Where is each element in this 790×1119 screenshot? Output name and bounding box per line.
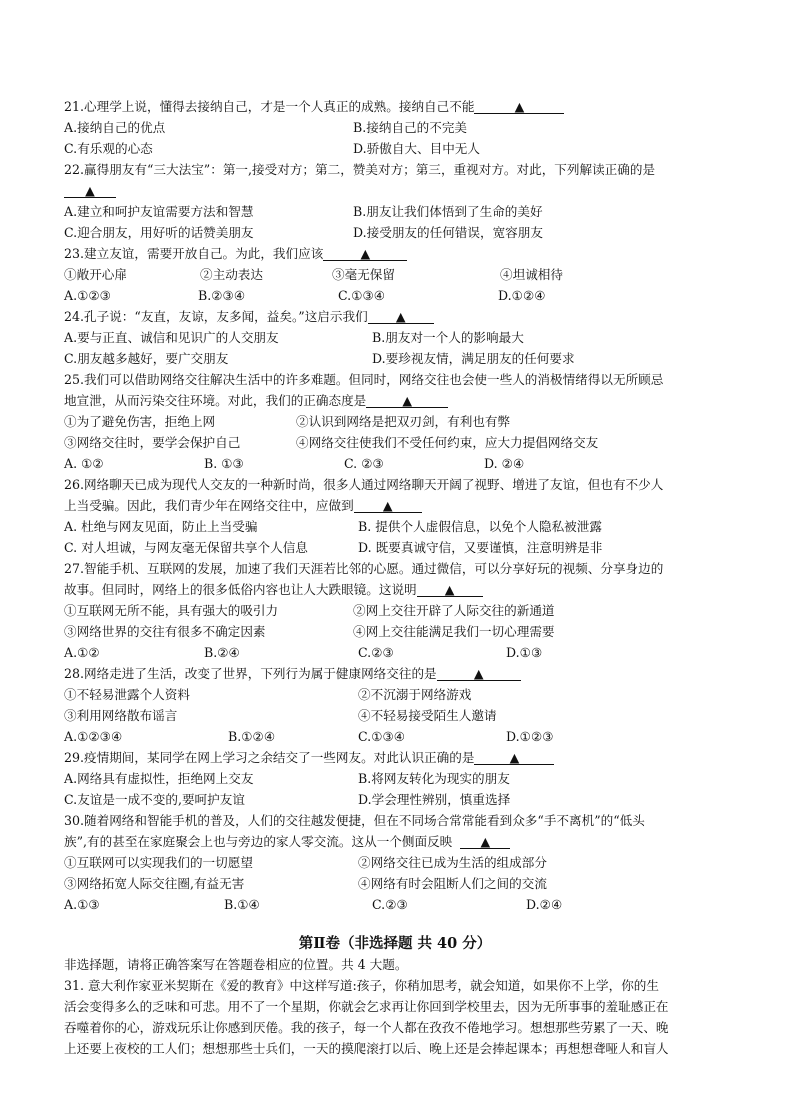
item-2: ②主动表达 (200, 267, 263, 282)
question-23 (64, 244, 407, 264)
question-31-line2: 活会变得多么的乏味和可悲。用不了一个星期，你就会乞求再让你回到学校里去，因为无所事事的羞耻感正在 (64, 999, 669, 1014)
item-1: ①互联网无所不能，具有强大的吸引力 (64, 603, 279, 618)
item-2: ②认识到网络是把双刃剑，有利也有弊 (296, 414, 511, 429)
question-31-line1: 31. 意大利作家亚米契斯在《爱的教育》中这样写道:孩子，你稍加思考，就会知道，如果你不上学，你的生 (64, 978, 659, 993)
option-d: D.②④ (526, 897, 563, 912)
question-21 (64, 97, 564, 117)
question-28 (64, 664, 521, 684)
question-stem-line2: 族”,有的甚至在家庭聚会上也与旁边的家人零交流。这从一个侧面反映 (64, 834, 453, 849)
option-c: C.①③④ (338, 288, 386, 303)
option-d: D. ②④ (484, 456, 525, 471)
option-d: D.骄傲自大、目中无人 (353, 141, 480, 156)
question-stem-line1: 25.我们可以借助网络交往解决生活中的许多难题。但同时，网络交往也会使一些人的消极情绪得以无所顾忌 (64, 372, 664, 387)
question-stem: 23.建立友谊，需要开放自己。为此，我们应该 (64, 246, 324, 261)
answer-blank: ▲ (474, 749, 554, 765)
question-27 (64, 559, 663, 579)
item-3: ③网络世界的交往有很多不确定因素 (64, 624, 266, 639)
question-25 (64, 370, 663, 390)
item-1: ①不轻易泄露个人资料 (64, 687, 190, 702)
q22-blank-line (64, 181, 116, 201)
option-c: C.有乐观的心态 (64, 141, 153, 156)
question-24 (64, 307, 434, 327)
question-stem: 28.网络走进了生活，改变了世界，下列行为属于健康网络交往的是 (64, 666, 437, 681)
item-4: ④网络有时会阻断人们之间的交流 (358, 876, 547, 891)
answer-blank: ▲ (474, 98, 564, 114)
option-a: A.①②③ (64, 288, 111, 303)
answer-blank: ▲ (64, 182, 116, 198)
option-d: D. 既要真诚守信，又要谨慎，注意明辨是非 (358, 540, 603, 555)
question-26 (64, 475, 663, 495)
question-22 (64, 160, 655, 180)
option-b: B. ①③ (204, 456, 244, 471)
answer-blank: ▲ (366, 392, 448, 408)
option-d: D.学会理性辨别，慎重选择 (358, 792, 511, 807)
option-c: C. ②③ (344, 456, 384, 471)
question-30 (64, 811, 645, 831)
answer-blank: ▲ (437, 665, 521, 681)
item-1: ①为了避免伤害，拒绝上网 (64, 414, 216, 429)
item-2: ②网上交往开辟了人际交往的新通道 (353, 603, 555, 618)
item-1: ①互联网可以实现我们的一切愿望 (64, 855, 253, 870)
question-stem: 29.疫情期间，某同学在网上学习之余结交了一些网友。对此认识正确的是 (64, 750, 475, 765)
option-b: B.①②④ (228, 729, 276, 744)
question-stem-line1: 27.智能手机、互联网的发展，加速了我们天涯若比邻的心愿。通过微信，可以分享好玩的视频、分享身边的 (64, 561, 664, 576)
option-b: B.朋友让我们体悟到了生命的美好 (353, 204, 543, 219)
option-a: A.网络具有虚拟性，拒绝网上交友 (64, 771, 254, 786)
item-3: ③网络拓宽人际交往圈,有益无害 (64, 876, 245, 891)
question-stem: 21.心理学上说，懂得去接纳自己，才是一个人真正的成熟。接纳自己不能 (64, 99, 475, 114)
question-stem-line2: 上当受骗。因此，我们青少年在网络交往中，应做到 (64, 498, 354, 513)
answer-blank: ▲ (417, 581, 483, 597)
item-3: ③利用网络散布谣言 (64, 708, 178, 723)
option-a: A.①② (64, 645, 100, 660)
option-a: A.①③ (64, 897, 100, 912)
item-4: ④坦诚相待 (500, 267, 563, 282)
item-1: ①敞开心扉 (64, 267, 127, 282)
option-b: B.①④ (224, 897, 260, 912)
answer-blank: ▲ (368, 308, 434, 324)
item-2: ②网络交往已成为生活的组成部分 (358, 855, 547, 870)
item-4: ④网上交往能满足我们一切心理需要 (353, 624, 555, 639)
answer-blank: ▲ (323, 245, 407, 261)
option-a: A. 杜绝与网友见面，防止上当受骗 (64, 519, 258, 534)
question-27-cont (64, 580, 483, 600)
answer-blank: ▲ (460, 833, 510, 849)
item-2: ②不沉溺于网络游戏 (358, 687, 472, 702)
option-a: A.要与正直、诚信和见识广的人交朋友 (64, 330, 279, 345)
option-c: C.①③④ (358, 729, 406, 744)
option-a: A.建立和呵护友谊需要方法和智慧 (64, 204, 254, 219)
option-a: A. ①② (64, 456, 104, 471)
answer-blank: ▲ (354, 497, 422, 513)
question-31-line3: 吞噬着你的心，游戏玩乐让你感到厌倦。我的孩子，每一个人都在孜孜不倦地学习。想想那些劳累了一天、晚 (64, 1020, 669, 1035)
section-title: 第Ⅱ卷（非选择题 共 40 分） (298, 935, 492, 952)
item-3: ③毫无保留 (332, 267, 395, 282)
question-stem-line2: 地宣泄，从而污染交往环境。对此，我们的正确态度是 (64, 393, 367, 408)
option-c: C.②③ (358, 645, 394, 660)
option-a: A.接纳自己的优点 (64, 120, 166, 135)
option-b: B.接纳自己的不完美 (353, 120, 468, 135)
question-31-line4: 上还要上夜校的工人们；想想那些士兵们，一天的摸爬滚打以后、晚上还是会捧起课本；再想想聋哑人和盲人 (64, 1041, 669, 1056)
question-stem-line1: 26.网络聊天已成为现代人交友的一种新时尚，很多人通过网络聊天开阔了视野、增进了友谊，但也有不少人 (64, 477, 664, 492)
question-stem: 24.孔子说：“友直，友谅，友多闻，益矣。”这启示我们 (64, 309, 368, 324)
option-c: C.②③ (372, 897, 408, 912)
question-26-cont (64, 496, 422, 516)
option-c: C. 对人坦诚，与网友毫无保留共享个人信息 (64, 540, 308, 555)
option-c: C.友谊是一成不变的,要呵护友谊 (64, 792, 245, 807)
option-b: B. 提供个人虚假信息，以免个人隐私被泄露 (358, 519, 602, 534)
option-a: A.①②③④ (64, 729, 123, 744)
option-d: D.①②③ (506, 729, 554, 744)
option-b: B.②③④ (198, 288, 246, 303)
option-d: D.①③ (506, 645, 543, 660)
item-3: ③网络交往时，要学会保护自己 (64, 435, 241, 450)
option-c: C.迎合朋友，用好听的话赞美朋友 (64, 225, 254, 240)
section-instruction: 非选择题，请将正确答案写在答题卷相应的位置。共 4 大题。 (64, 957, 408, 972)
question-stem-line1: 30.随着网络和智能手机的普及，人们的交往越发便捷，但在不同场合常常能看到众多“手不离机”的“低头 (64, 813, 645, 828)
option-d: D.接受朋友的任何错误，宽容朋友 (353, 225, 543, 240)
question-stem-line2: 故事。但同时，网络上的很多低俗内容也让人大跌眼镜。这说明 (64, 582, 417, 597)
option-c: C.朋友越多越好，要广交朋友 (64, 351, 229, 366)
question-30-cont (64, 832, 510, 852)
question-25-cont (64, 391, 448, 411)
option-d: D.要珍视友情，满足朋友的任何要求 (372, 351, 575, 366)
option-b: B.朋友对一个人的影响最大 (372, 330, 524, 345)
question-stem: 22.赢得朋友有“三大法宝”：第一,接受对方；第二，赞美对方；第三，重视对方。对此，下列解读正确的是 (64, 162, 656, 177)
option-b: B.②④ (204, 645, 240, 660)
item-4: ④不轻易接受陌生人邀请 (358, 708, 497, 723)
item-4: ④网络交往使我们不受任何约束，应大力提倡网络交友 (296, 435, 599, 450)
question-29 (64, 748, 554, 768)
option-d: D.①②④ (498, 288, 546, 303)
option-b: B.将网友转化为现实的朋友 (358, 771, 510, 786)
